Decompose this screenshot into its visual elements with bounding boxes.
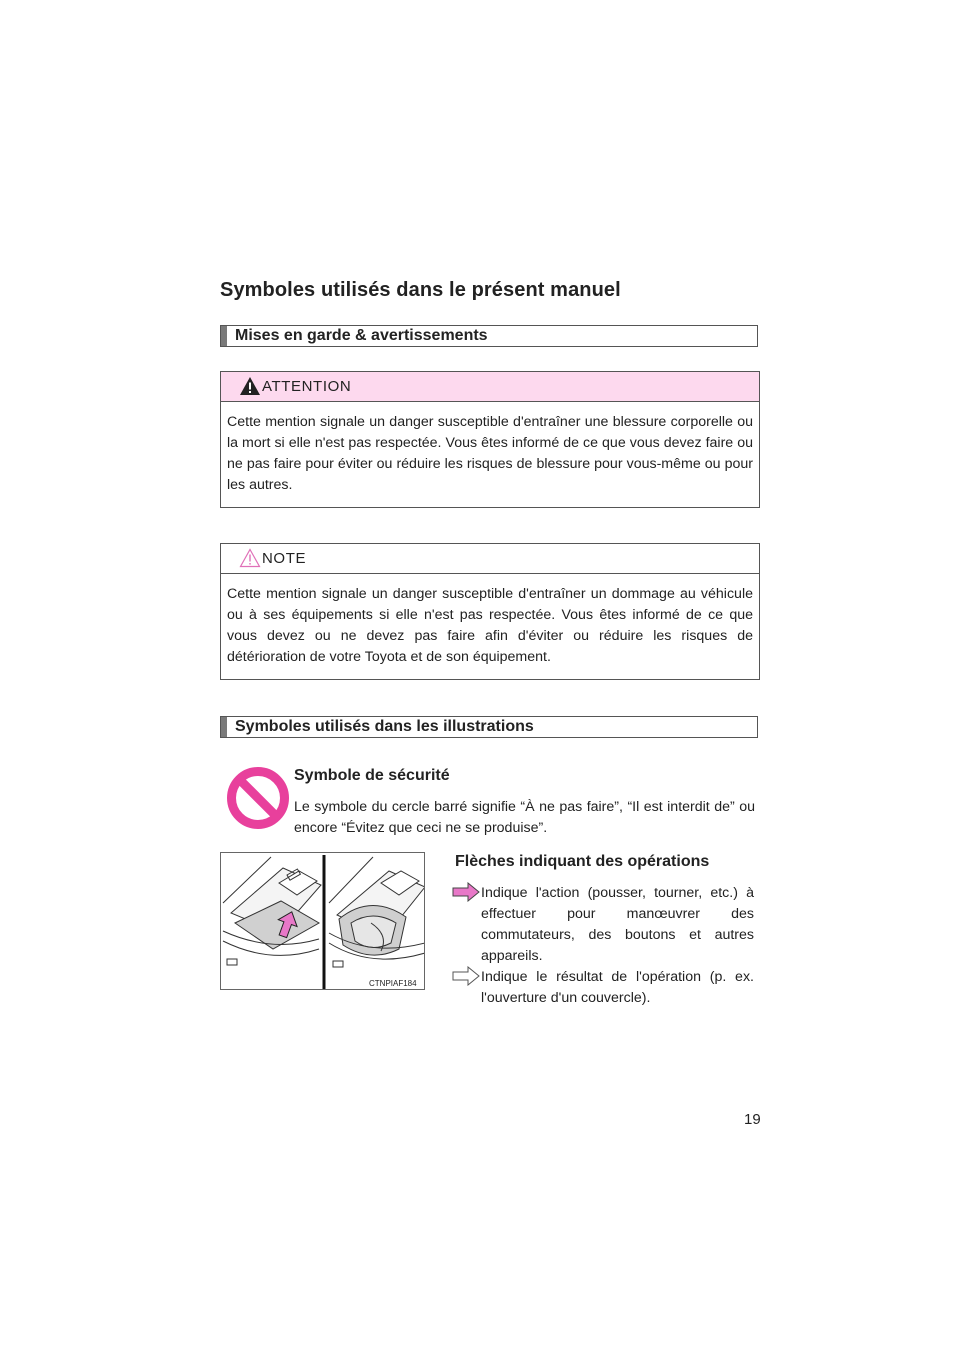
attention-header [221, 372, 759, 402]
page-number: 19 [744, 1111, 761, 1128]
attention-title: ATTENTION [262, 378, 352, 395]
safety-symbol-title: Symbole de sécurité [294, 767, 450, 784]
section-header-illustrations [220, 716, 758, 738]
action-arrow-text: Indique l'action (pousser, tourner, etc.) à effectuer pour manœuvrer des commutateurs, des boutons et autres appareils. [481, 885, 754, 964]
section-accent [221, 326, 227, 346]
page-title: Symboles utilisés dans le présent manuel [220, 279, 621, 301]
section-accent [221, 717, 227, 737]
safety-symbol-text: Le symbole du cercle barré signifie “À ne pas faire”, “Il est interdit de” ou encore “Évitez que ceci ne se produise”. [294, 799, 755, 836]
caution-triangle-outline-icon [239, 548, 261, 568]
overhead-console-drawing [221, 853, 425, 990]
illustration-code: CTNPIAF184 [369, 979, 417, 988]
attention-text: Cette mention signale un danger susceptible d'entraîner une blessure corporelle ou la mort si elle n'est pas respectée. Vous êtes informé de ce que vous devez faire ou ne pas faire pour éviter ou réduire les risques de blessure pour vous-même ou pour les autres. [227, 414, 753, 493]
action-arrow-icon [452, 882, 480, 902]
note-box [220, 543, 760, 680]
note-text: Cette mention signale un danger susceptible d'entraîner un dommage au véhicule ou à ses équipements si elle n'est pas respectée. Vous êtes informé de ce que vous devez ou ne devez pas faire afin d'éviter ou réduire les risques de détérioration de votre Toyota et de son équipement. [227, 586, 753, 665]
arrows-title: Flèches indiquant des opérations [455, 853, 710, 870]
section-title: Mises en garde & avertissements [235, 327, 488, 344]
section-header-warnings [220, 325, 758, 347]
prohibition-circle-icon [226, 766, 290, 830]
attention-box [220, 371, 760, 508]
note-title: NOTE [262, 550, 307, 567]
operation-illustration [220, 852, 425, 990]
result-arrow-icon [452, 966, 480, 986]
warning-triangle-icon [239, 376, 261, 396]
section-title: Symboles utilisés dans les illustrations [235, 718, 534, 735]
note-header [221, 544, 759, 574]
result-arrow-text: Indique le résultat de l'opération (p. ex. l'ouverture d'un couvercle). [481, 969, 754, 1006]
